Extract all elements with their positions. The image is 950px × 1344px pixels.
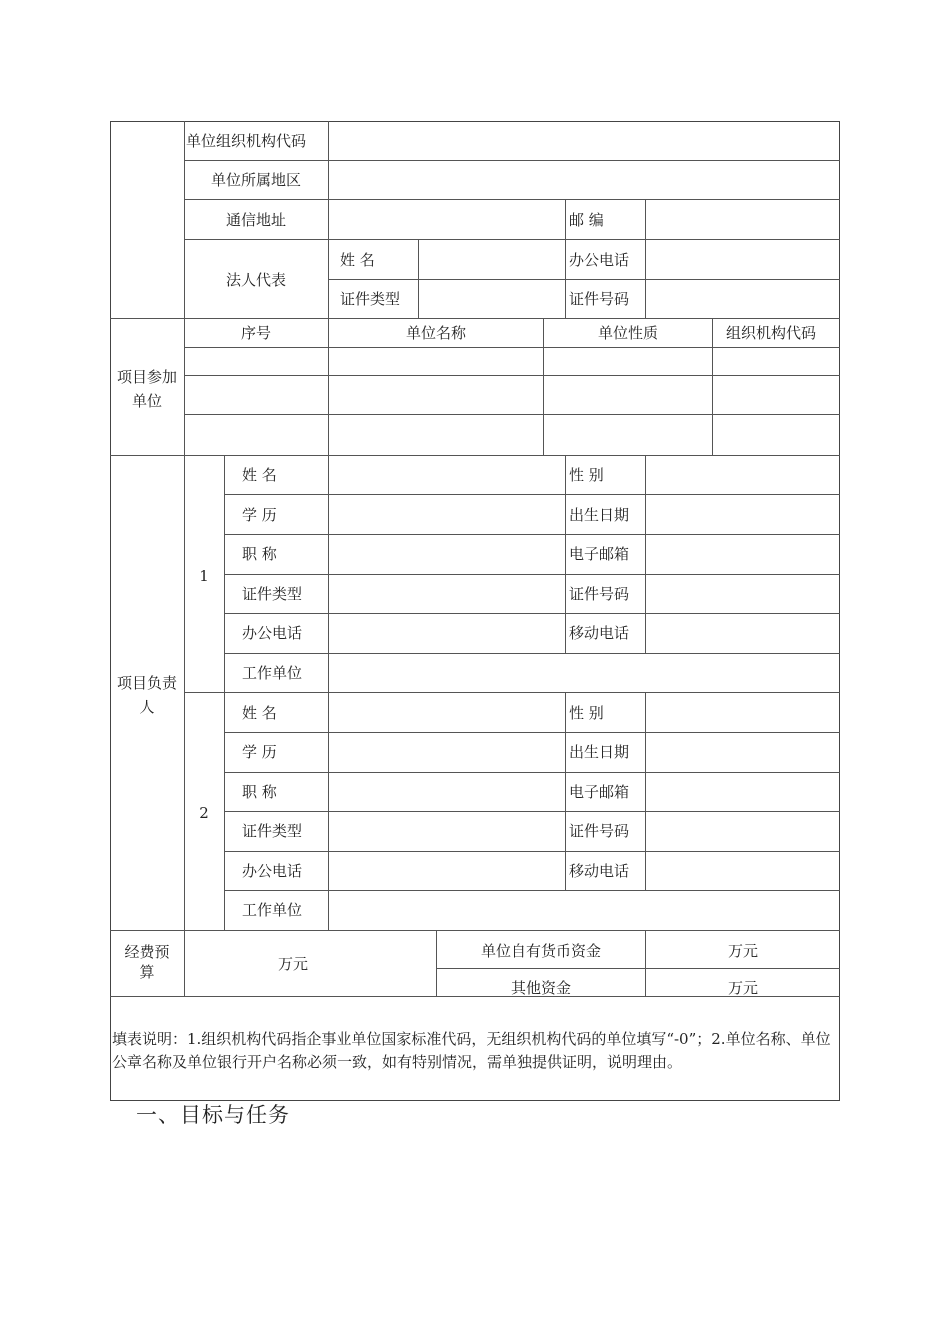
participants-header-unit-type: 单位性质	[597, 324, 659, 342]
leader-section-label: 项目负责人	[116, 674, 177, 716]
row-divider	[224, 851, 840, 852]
row-divider	[224, 890, 840, 891]
leader-id-type-label: 证件类型	[242, 585, 303, 603]
org-code-label: 单位组织机构代码	[186, 132, 307, 150]
row-divider	[224, 811, 840, 812]
row-divider	[184, 239, 840, 240]
leader-birth-label: 出生日期	[569, 743, 630, 761]
row-divider	[110, 455, 840, 456]
col-divider	[328, 318, 329, 455]
legal-rep-name-label: 姓 名	[340, 251, 375, 269]
leader-title-label: 职 称	[242, 545, 277, 563]
leader-workplace-label: 工作单位	[242, 901, 303, 919]
budget-total-unit: 万元	[277, 955, 309, 973]
leader-id-number-label: 证件号码	[569, 585, 630, 603]
leader-index: 1	[199, 567, 209, 585]
row-divider	[184, 160, 840, 161]
col-divider	[645, 199, 646, 318]
participants-header-unit-name: 单位名称	[405, 324, 467, 342]
row-divider	[110, 318, 840, 319]
row-divider	[184, 347, 840, 348]
leader-name-label: 姓 名	[242, 704, 277, 722]
legal-rep-label: 法人代表	[225, 271, 287, 289]
address-label: 通信地址	[225, 211, 287, 229]
leader-gender-label: 性 别	[569, 466, 604, 484]
participants-header-org-code: 组织机构代码	[725, 324, 817, 342]
col-divider	[565, 199, 566, 318]
legal-rep-id-number-label: 证件号码	[569, 290, 630, 308]
leader-title-label: 职 称	[242, 783, 277, 801]
leader-email-label: 电子邮箱	[569, 783, 630, 801]
col-divider	[418, 239, 419, 318]
row-divider	[224, 534, 840, 535]
col-divider	[645, 455, 646, 653]
own-funds-unit: 万元	[727, 942, 759, 960]
legal-rep-id-type-label: 证件类型	[340, 290, 401, 308]
leader-education-label: 学 历	[242, 743, 277, 761]
leader-gender-label: 性 别	[569, 704, 604, 722]
leader-mobile-label: 移动电话	[569, 624, 630, 642]
col-divider	[436, 930, 437, 996]
row-divider	[224, 613, 840, 614]
own-funds-label: 单位自有货币资金	[480, 942, 602, 960]
row-divider	[184, 692, 840, 693]
leader-id-type-label: 证件类型	[242, 822, 303, 840]
leader-index: 2	[199, 804, 209, 822]
row-divider	[184, 414, 840, 415]
leader-office-phone-label: 办公电话	[242, 862, 303, 880]
row-divider	[224, 494, 840, 495]
postcode-label: 邮 编	[569, 211, 604, 229]
col-divider	[543, 318, 544, 455]
col-divider	[224, 455, 225, 930]
legal-rep-office-phone-label: 办公电话	[569, 251, 630, 269]
col-divider	[645, 930, 646, 996]
leader-education-label: 学 历	[242, 506, 277, 524]
leader-email-label: 电子邮箱	[569, 545, 630, 563]
row-divider	[436, 968, 840, 969]
leader-mobile-label: 移动电话	[569, 862, 630, 880]
leader-office-phone-label: 办公电话	[242, 624, 303, 642]
col-divider	[712, 318, 713, 455]
other-funds-unit: 万元	[727, 979, 759, 997]
col-divider	[328, 121, 329, 318]
col-divider	[184, 121, 185, 996]
other-funds-label: 其他资金	[510, 979, 572, 997]
leader-name-label: 姓 名	[242, 466, 277, 484]
section-heading: 一、目标与任务	[136, 1103, 290, 1127]
row-divider	[184, 199, 840, 200]
col-divider	[645, 692, 646, 890]
row-divider	[184, 375, 840, 376]
row-divider	[224, 732, 840, 733]
leader-birth-label: 出生日期	[569, 506, 630, 524]
leader-workplace-label: 工作单位	[242, 664, 303, 682]
form-instructions: 填表说明：1.组织机构代码指企事业单位国家标准代码，无组织机构代码的单位填写“-0”；2.单位名称、单位公章名称及单位银行开户名称必须一致，如有特别情况，需单独提供证明，说明理由。	[112, 1030, 831, 1071]
row-divider	[224, 653, 840, 654]
row-divider	[328, 279, 840, 280]
region-label: 单位所属地区	[210, 171, 302, 189]
participants-section-label: 项目参加单位	[116, 368, 177, 410]
row-divider	[224, 574, 840, 575]
col-divider	[328, 455, 329, 930]
col-divider	[565, 692, 566, 890]
budget-label: 经费预算	[124, 943, 170, 981]
col-divider	[565, 455, 566, 653]
row-divider	[224, 772, 840, 773]
participants-header-index: 序号	[240, 324, 272, 342]
leader-id-number-label: 证件号码	[569, 822, 630, 840]
row-divider	[110, 930, 840, 931]
